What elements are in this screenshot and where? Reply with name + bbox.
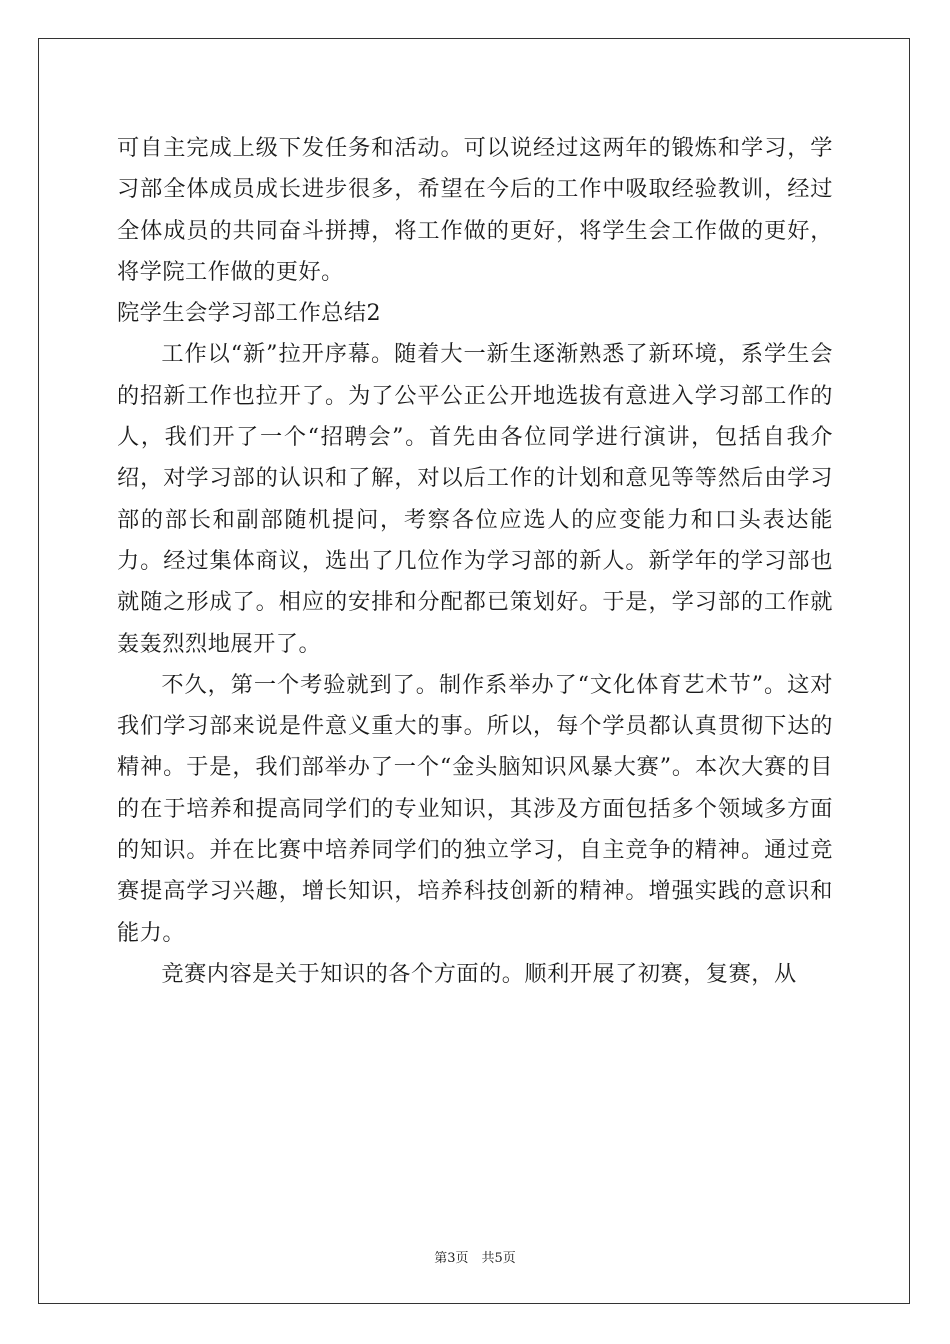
paragraph-continuation: 可自主完成上级下发任务和活动。可以说经过这两年的锻炼和学习，学习部全体成员成长进步很多，希望在今后的工作中吸取经验教训，经过全体成员的共同奋斗拼搏，将工作做的更好，将学生会工作做的更好，将学院工作做的更好。	[117, 135, 833, 285]
paragraph-competition: 不久，第一个考验就到了。制作系举办了“文化体育艺术节”。这对我们学习部来说是件意义重大的事。所以，每个学员都认真贯彻下达的精神。于是，我们部举办了一个“金头脑知识风暴大赛”。本次大赛的目的在于培养和提高同学们的专业知识，其涉及方面包括多个领域多方面的知识。并在比赛中培养同学们的独立学习，自主竞争的精神。通过竞赛提高学习兴趣，增长知识，培养科技创新的精神。增强实践的意识和能力。	[117, 671, 833, 946]
page-footer: 第3页 共5页	[434, 1251, 516, 1266]
paragraph-recruitment: 工作以“新”拉开序幕。随着大一新生逐渐熟悉了新环境，系学生会的招新工作也拉开了。为了公平公正公开地选拔有意进入学习部工作的人，我们开了一个“招聘会”。首先由各位同学进行演讲，包括自我介绍，对学习部的认识和了解，对以后工作的计划和意见等等然后由学习部的部长和副部随机提问，考察各位应选人的应变能力和口头表达能力。经过集体商议，选出了几位作为学习部的新人。新学年的学习部也就随之形成了。相应的安排和分配都已策划好。于是，学习部的工作就轰轰烈烈地展开了。	[117, 341, 833, 657]
document-body	[117, 128, 833, 995]
section-heading: 院学生会学习部工作总结2	[117, 300, 382, 327]
paragraph-contest-content: 竞赛内容是关于知识的各个方面的。顺利开展了初赛，复赛，从	[161, 960, 797, 987]
